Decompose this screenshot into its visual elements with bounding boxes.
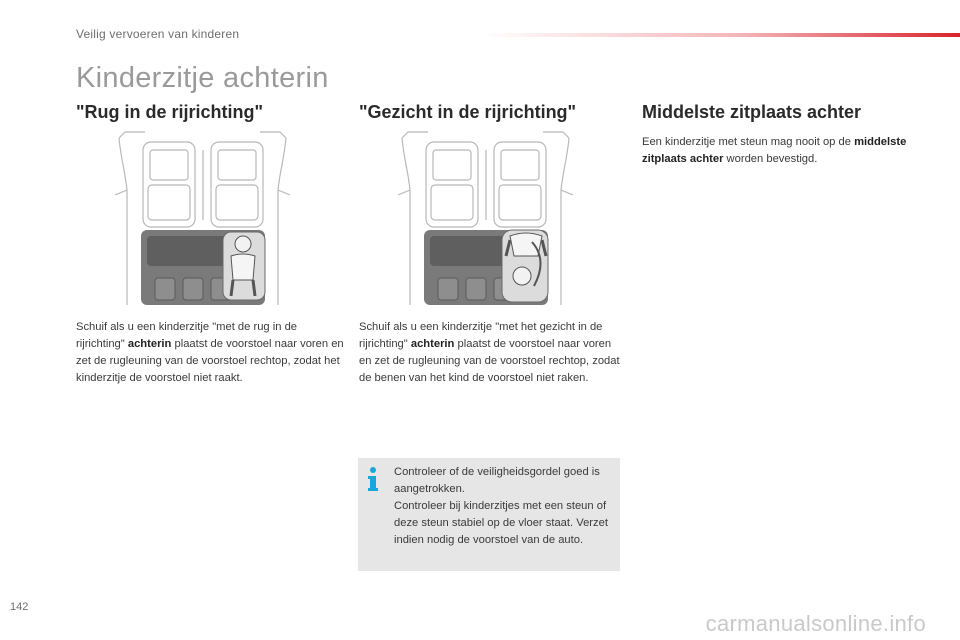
header-accent-bar xyxy=(480,33,960,37)
car-top-view-illustration xyxy=(115,130,290,310)
rearward-facing-instructions: Schuif als u een kinderzitje "met de rug in de rijrichting" achterin plaatst de voorstoel naar voren en zet de rugleuning van de voorstoel rechtop, zodat het kinderzitje de voorstoel niet raakt. xyxy=(76,321,344,384)
page-title: Kinderzitje achterin xyxy=(76,62,329,94)
section-header: Veilig vervoeren van kinderen xyxy=(76,27,240,41)
watermark: carmanualsonline.info xyxy=(705,611,926,636)
middle-seat-warning: Een kinderzitje met steun mag nooit op de middelste zitplaats achter worden bevestigd. xyxy=(642,136,907,165)
info-note-box xyxy=(358,458,620,571)
forward-facing-heading: "Gezicht in de rijrichting" xyxy=(359,102,577,122)
forward-facing-instructions: Schuif als u een kinderzitje "met het gezicht in de rijrichting" achterin plaatst de voorstoel naar voren en zet de rugleuning van de voorstoel rechtop, zodat de benen van het kind de voorstoel niet raken. xyxy=(359,321,620,384)
middle-seat-heading: Middelste zitplaats achter xyxy=(642,102,862,122)
info-note-line-1: Controleer of de veiligheidsgordel goed is aangetrokken. xyxy=(394,466,600,495)
car-top-view-illustration xyxy=(398,130,573,310)
rearward-facing-heading: "Rug in de rijrichting" xyxy=(76,102,264,122)
page-number: 142 xyxy=(10,601,29,613)
info-note-text xyxy=(394,464,616,549)
info-note-line-2: Controleer bij kinderzitjes met een steun of deze steun stabiel op de vloer staat. Verzet indien nodig de voorstoel van de auto. xyxy=(394,500,608,546)
forward-facing-seat-diagram xyxy=(398,130,573,310)
rearward-facing-seat-diagram xyxy=(115,130,290,310)
info-icon xyxy=(366,466,380,492)
